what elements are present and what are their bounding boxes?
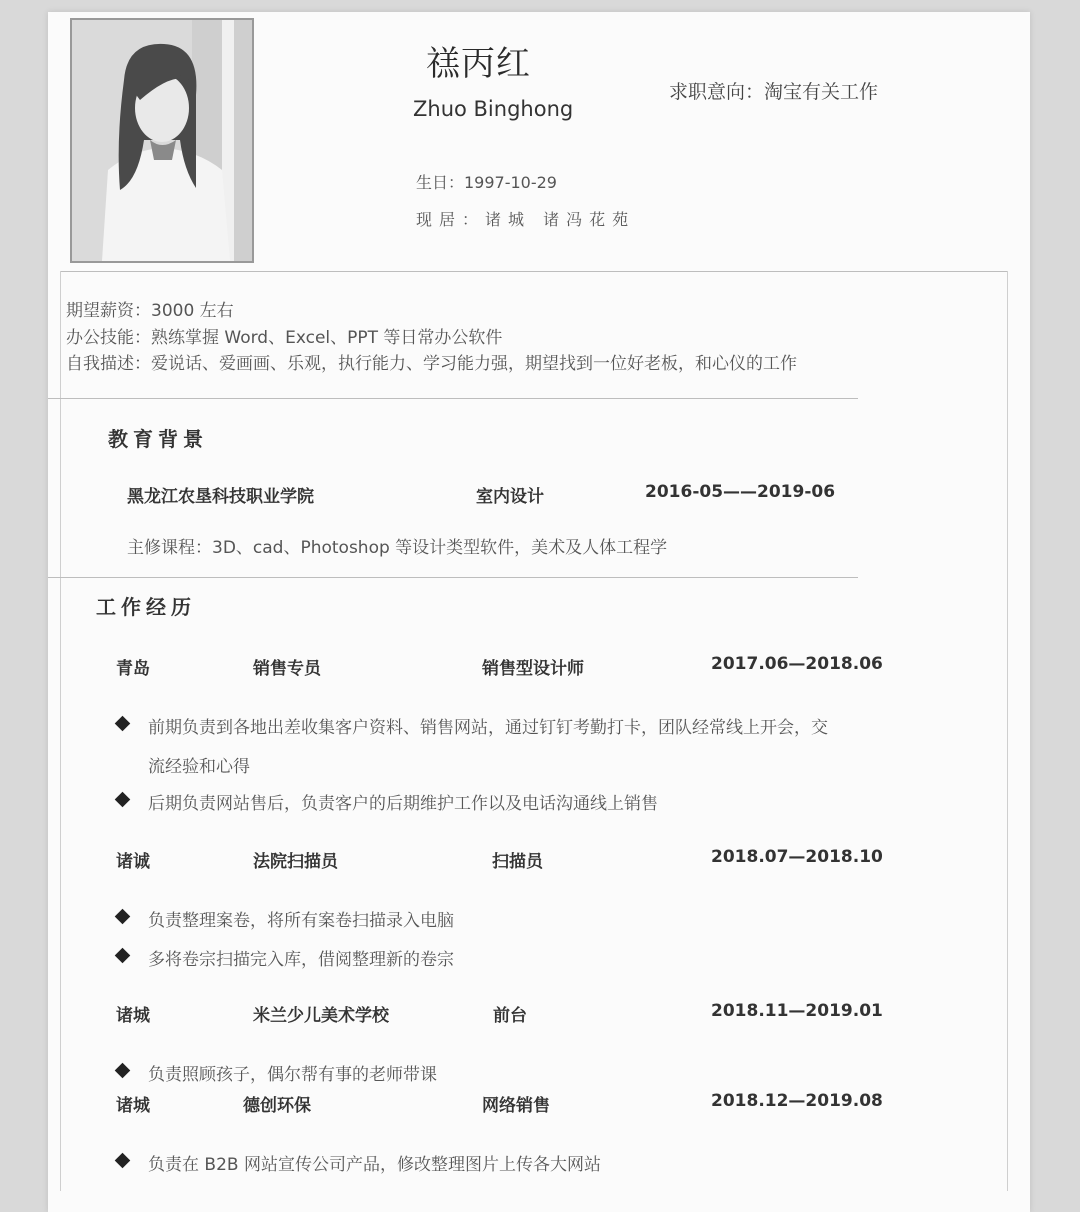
expected-salary: 期望薪资：3000 左右 [66,301,234,321]
section-divider [48,577,858,578]
job-duty: 负责整理案卷，将所有案卷扫描录入电脑 [148,911,454,931]
education-period: 2016-05——2019-06 [645,482,836,502]
job-period: 2018.12—2019.08 [711,1091,883,1111]
education-major: 室内设计 [476,487,544,507]
job-duty: 流经验和心得 [148,757,250,777]
job-location: 诸城 [116,1096,150,1116]
job-duty: 后期负责网站售后，负责客户的后期维护工作以及电话沟通线上销售 [148,794,658,814]
residence: 现居：诸城 诸冯花苑 [416,210,636,229]
job-duty: 前期负责到各地出差收集客户资料、销售网站，通过钉钉考勤打卡，团队经常线上开会，交 [148,718,828,738]
job-period: 2018.11—2019.01 [711,1001,883,1021]
job-company: 德创环保 [243,1096,311,1116]
self-description: 自我描述：爱说话、爱画画、乐观，执行能力、学习能力强，期望找到一位好老板，和心仪的工作 [66,354,797,374]
name-english: Zhuo Binghong [413,97,574,121]
job-duty: 多将卷宗扫描完入库，借阅整理新的卷宗 [148,950,454,970]
job-location: 诸城 [116,1006,150,1026]
job-period: 2018.07—2018.10 [711,847,883,867]
education-title: 教育背景 [108,427,208,451]
section-divider [48,398,858,399]
job-position: 扫描员 [492,852,543,872]
job-location: 青岛 [116,659,150,679]
work-title: 工作经历 [96,595,196,619]
job-position: 销售型设计师 [482,659,584,679]
job-company: 法院扫描员 [253,852,338,872]
job-duty: 负责照顾孩子，偶尔帮有事的老师带课 [148,1065,437,1085]
education-courses: 主修课程：3D、cad、Photoshop 等设计类型软件，美术及人体工程学 [127,538,668,558]
person-photo-icon [72,20,252,261]
profile-photo [70,18,254,263]
job-duty: 负责在 B2B 网站宣传公司产品，修改整理图片上传各大网站 [148,1155,601,1175]
name-chinese: 禚丙红 [426,44,531,84]
header-divider [60,271,1008,272]
job-position: 网络销售 [482,1096,550,1116]
job-location: 诸诚 [116,852,150,872]
left-border [60,271,61,1191]
job-position: 前台 [493,1006,527,1026]
office-skills: 办公技能：熟练掌握 Word、Excel、PPT 等日常办公软件 [66,328,503,348]
job-company: 米兰少儿美术学校 [253,1006,389,1026]
job-company: 销售专员 [253,659,321,679]
birthday: 生日：1997-10-29 [416,173,557,192]
job-period: 2017.06—2018.06 [711,654,883,674]
job-intent: 求职意向：淘宝有关工作 [669,81,879,103]
education-school: 黑龙江农垦科技职业学院 [127,487,314,507]
right-border [1007,271,1008,1191]
